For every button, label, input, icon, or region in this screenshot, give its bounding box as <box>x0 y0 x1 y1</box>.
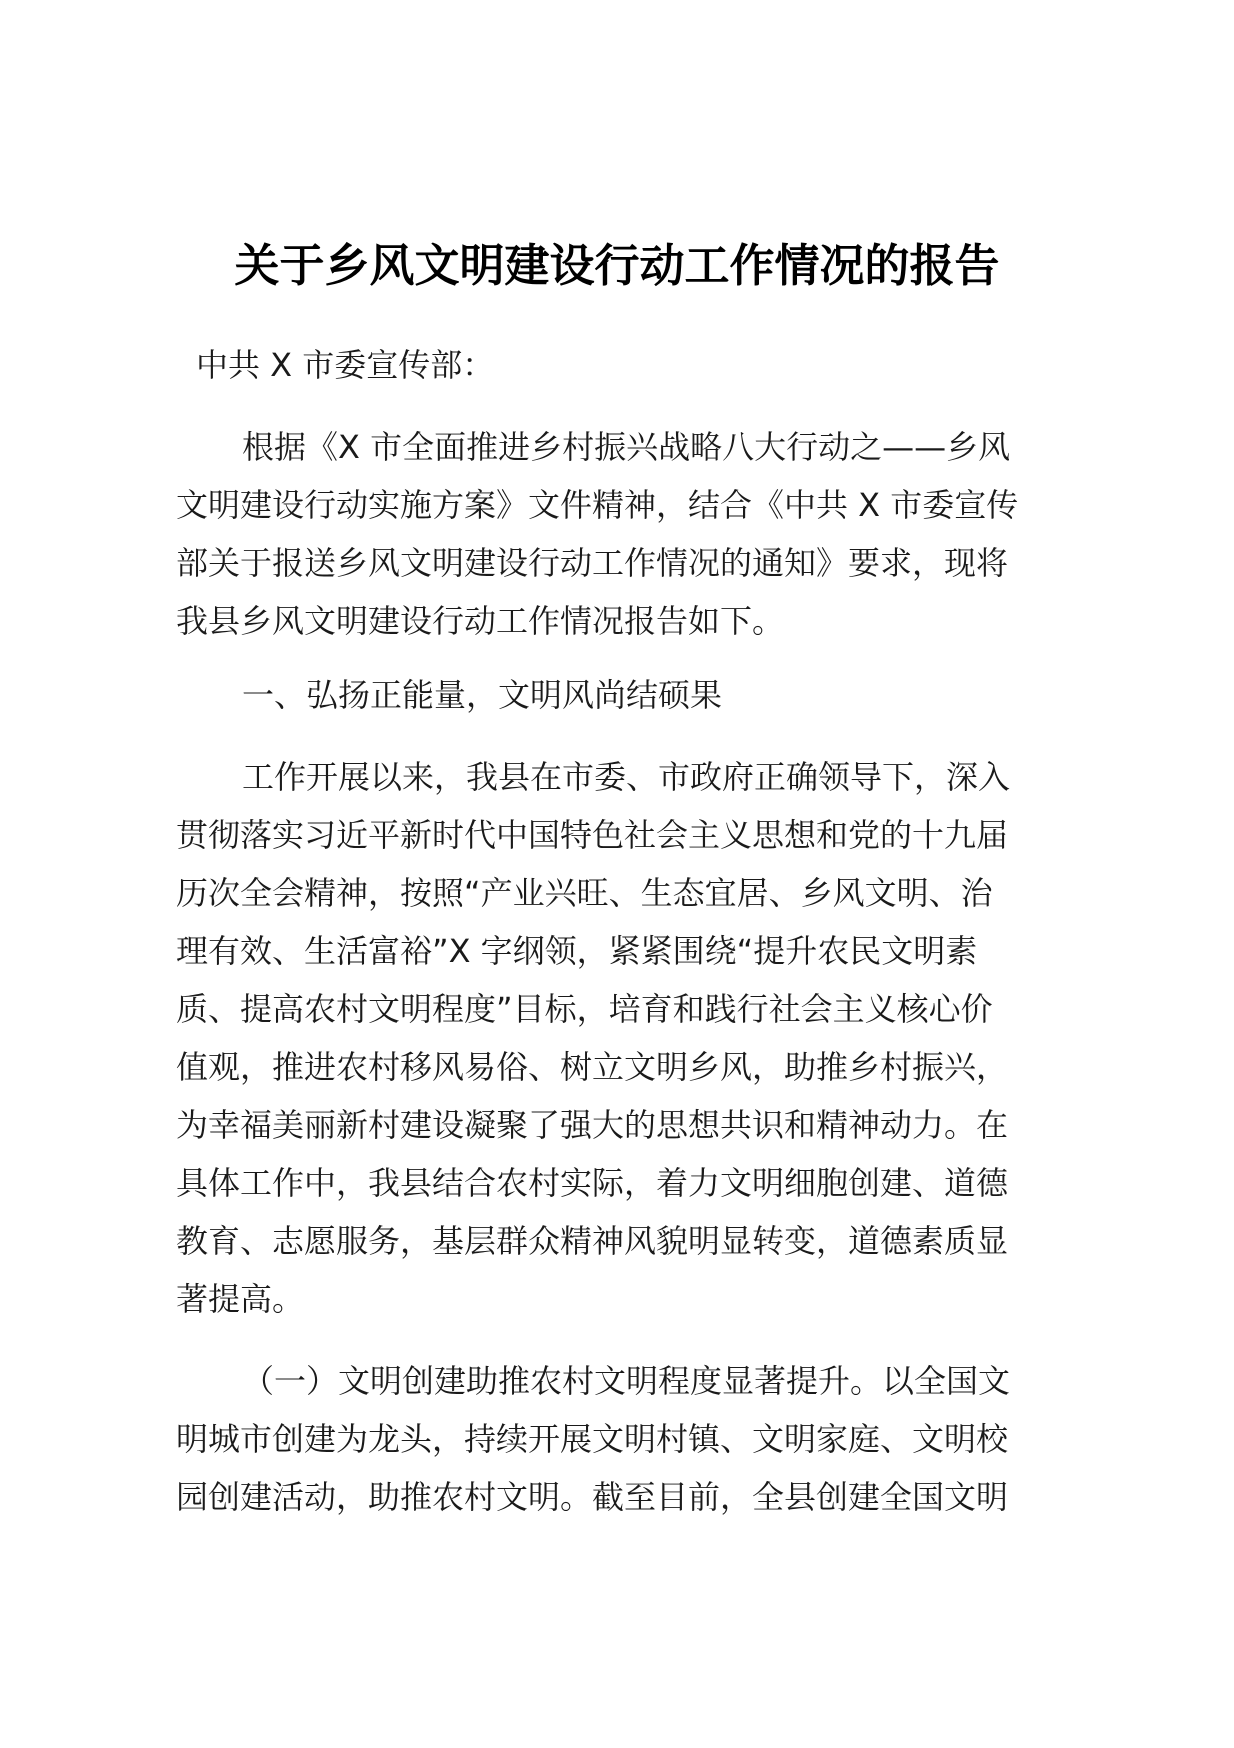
paragraph-line: 理有效、生活富裕”X 字纲领，紧紧围绕“提升农民文明素 <box>176 932 978 970</box>
document-title: 关于乡风文明建设行动工作情况的报告 <box>234 239 1000 292</box>
paragraph-1 <box>176 418 1076 650</box>
paragraph-line: 为幸福美丽新村建设凝聚了强大的思想共识和精神动力。在 <box>176 1106 1009 1144</box>
paragraph-line: 文明建设行动实施方案》文件精神，结合《中共 X 市委宣传 <box>176 486 1019 524</box>
paragraph-line: 根据《X 市全面推进乡村振兴战略八大行动之——乡风 <box>242 428 1011 466</box>
paragraph-line: 我县乡风文明建设行动工作情况报告如下。 <box>176 602 785 640</box>
paragraph-line: 具体工作中，我县结合农村实际，着力文明细胞创建、道德 <box>176 1164 1009 1202</box>
paragraph-line: 园创建活动，助推农村文明。截至目前，全县创建全国文明 <box>176 1478 1009 1516</box>
salutation: 中共 X 市委宣传部： <box>196 346 495 384</box>
paragraph-3 <box>176 1352 1076 1526</box>
paragraph-line: 质、提高农村文明程度”目标，培育和践行社会主义核心价 <box>176 990 993 1028</box>
paragraph-line: 著提高。 <box>176 1280 305 1318</box>
paragraph-line: 贯彻落实习近平新时代中国特色社会主义思想和党的十九届 <box>176 816 1009 854</box>
paragraph-line: 历次全会精神，按照“产业兴旺、生态宜居、乡风文明、治 <box>176 874 993 912</box>
paragraph-line: 值观，推进农村移风易俗、树立文明乡风，助推乡村振兴， <box>176 1048 1009 1086</box>
paragraph-line: 教育、志愿服务，基层群众精神风貌明显转变，道德素质显 <box>176 1222 1009 1260</box>
paragraph-line: 部关于报送乡风文明建设行动工作情况的通知》要求，现将 <box>176 544 1009 582</box>
paragraph-line: 工作开展以来，我县在市委、市政府正确领导下，深入 <box>242 758 1011 796</box>
paragraph-2 <box>176 748 1076 1328</box>
paragraph-line: （一）文明创建助推农村文明程度显著提升。以全国文 <box>242 1362 1011 1400</box>
section-heading: 一、弘扬正能量，文明风尚结硕果 <box>242 676 723 714</box>
paragraph-line: 明城市创建为龙头，持续开展文明村镇、文明家庭、文明校 <box>176 1420 1009 1458</box>
